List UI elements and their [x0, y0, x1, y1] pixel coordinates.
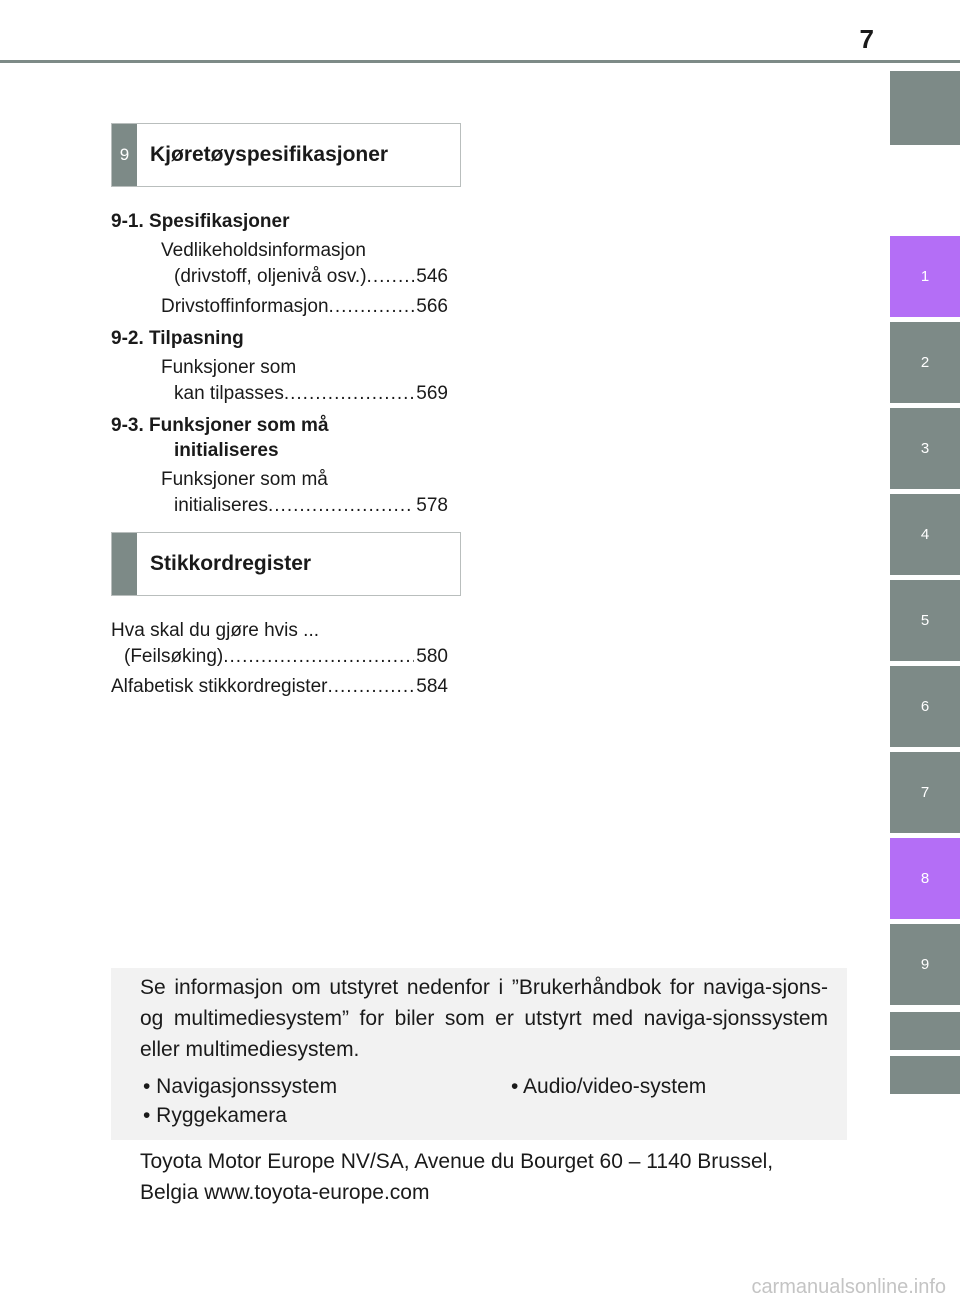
toc-entry-text: Alfabetisk stikkordregister [111, 676, 328, 697]
chapter-tab-9[interactable]: 9 [890, 924, 960, 1005]
section-header-index [111, 532, 461, 596]
toc-entry-line[interactable]: Hva skal du gjøre hvis ... [111, 620, 320, 641]
toc-entry-text: initialiseres [174, 495, 268, 516]
chapter-tab-8[interactable]: 8 [890, 838, 960, 919]
chapter-tab-blank-top[interactable] [890, 71, 960, 145]
toc-page-number: 580 [416, 646, 448, 667]
chapter-tab-1[interactable]: 1 [890, 236, 960, 317]
toc-page-number: 569 [416, 383, 448, 404]
toc-entry-fuel[interactable] [161, 295, 448, 319]
toc-subsection-9-1[interactable]: 9-1. Spesifikasjoner [111, 211, 290, 232]
toc-entry-customization[interactable] [174, 382, 448, 406]
bullet-rear-camera: • Ryggekamera [143, 1104, 287, 1127]
dot-leader [327, 675, 414, 699]
dot-leader [367, 265, 415, 289]
toc-subsection-9-2[interactable]: 9-2. Tilpasning [111, 328, 244, 349]
toc-entry-text: kan tilpasses [174, 383, 284, 404]
dot-leader [223, 645, 414, 669]
toc-entry-maintenance[interactable] [174, 265, 448, 289]
chapter-tab-blank-b[interactable] [890, 1056, 960, 1094]
watermark: carmanualsonline.info [751, 1276, 946, 1298]
section-header-9 [111, 123, 461, 187]
bullet-audio-video-system: • Audio/video-system [511, 1075, 707, 1098]
toc-page-number: 578 [416, 495, 448, 516]
chapter-tab-5[interactable]: 5 [890, 580, 960, 661]
dot-leader [284, 382, 414, 406]
info-box-text: Se informasjon om utstyret nedenfor i ”Brukerhåndbok for naviga-sjons- og multimediesystem” for biler som er utstyrt med naviga-sjonssystem eller multimediesystem. [140, 976, 828, 1061]
toc-entry-line[interactable]: Funksjoner som må [161, 469, 328, 490]
section-number: 9 [112, 124, 137, 186]
toc-page-number: 546 [416, 266, 448, 287]
toc-page-number: 584 [416, 676, 448, 697]
dot-leader [329, 295, 415, 319]
toc-entry-text: (drivstoff, oljenivå osv.) [174, 266, 367, 287]
chapter-tab-7[interactable]: 7 [890, 752, 960, 833]
toc-page-number: 566 [416, 296, 448, 317]
section-number-bar [112, 533, 137, 595]
toc-entry-line[interactable]: Vedlikeholdsinformasjon [161, 240, 366, 261]
toc-subsection-9-3[interactable]: 9-3. Funksjoner som må [111, 415, 329, 436]
chapter-tab-6[interactable]: 6 [890, 666, 960, 747]
toc-entry-troubleshooting[interactable] [124, 645, 448, 669]
publisher-address: Toyota Motor Europe NV/SA, Avenue du Bourget 60 – 1140 Brussel, Belgia www.toyota-europe.com [140, 1150, 774, 1204]
chapter-tab-2[interactable]: 2 [890, 322, 960, 403]
toc-entry-line[interactable]: Funksjoner som [161, 357, 297, 378]
toc-entry-alphabetical-index[interactable] [111, 675, 448, 699]
chapter-tab-3[interactable]: 3 [890, 408, 960, 489]
toc-entry-text: (Feilsøking) [124, 646, 224, 667]
toc-entry-text: Drivstoffinformasjon [161, 296, 329, 317]
dot-leader [268, 494, 414, 518]
chapter-tab-strip [890, 0, 960, 1307]
bullet-navigation-system: • Navigasjonssystem [143, 1075, 338, 1098]
page-number: 7 [859, 24, 874, 54]
chapter-tab-blank-a[interactable] [890, 1012, 960, 1050]
toc-subsection-9-3-cont[interactable]: initialiseres [174, 440, 279, 461]
header-rule [0, 60, 960, 63]
toc-entry-initialize[interactable] [174, 494, 448, 518]
section-title: Stikkordregister [150, 552, 312, 575]
chapter-tab-4[interactable]: 4 [890, 494, 960, 575]
section-title: Kjøretøyspesifikasjoner [150, 143, 389, 166]
